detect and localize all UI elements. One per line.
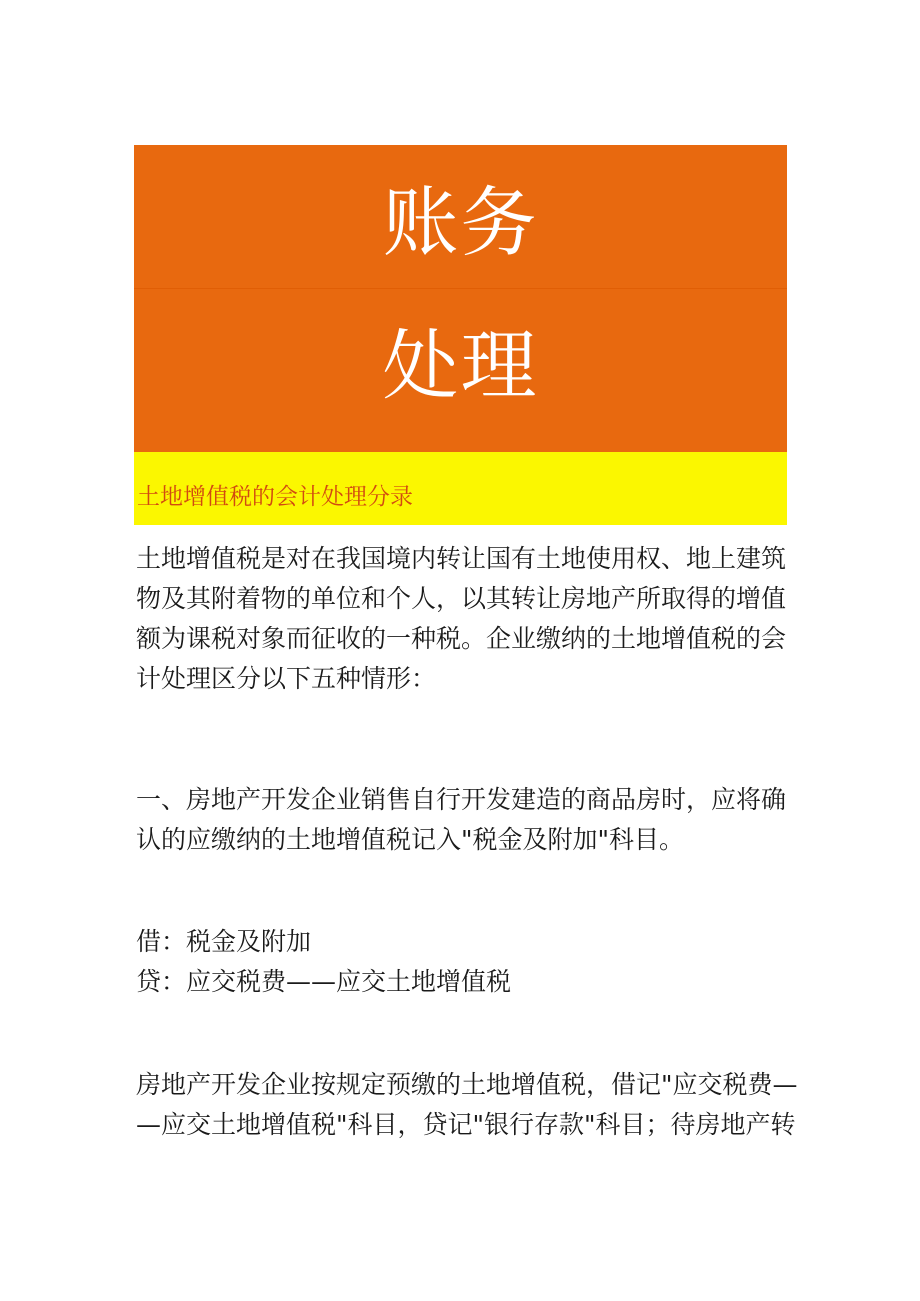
banner-title-line-1: 账务 xyxy=(382,178,539,267)
title-banner xyxy=(134,145,787,452)
subtitle-bar xyxy=(134,452,787,525)
prepay-paragraph xyxy=(136,1065,796,1145)
paragraph-line: 额为课税对象而征收的一种税。企业缴纳的土地增值税的会 xyxy=(136,624,787,653)
paragraph-line: 土地增值税是对在我国境内转让国有土地使用权、地上建筑 xyxy=(136,544,787,573)
paragraph-line: 认的应缴纳的土地增值税记入"税金及附加"科目。 xyxy=(136,825,684,854)
subtitle: 土地增值税的会计处理分录 xyxy=(137,484,413,510)
paragraph-line: —应交土地增值税"科目，贷记"银行存款"科目；待房地产转 xyxy=(136,1110,796,1139)
paragraph-line: 一、房地产开发企业销售自行开发建造的商品房时，应将确 xyxy=(136,785,787,814)
paragraph-line: 物及其附着物的单位和个人，以其转让房地产所取得的增值 xyxy=(136,584,787,613)
paragraph-line: 房地产开发企业按规定预缴的土地增值税，借记"应交税费— xyxy=(136,1070,798,1099)
journal-entry xyxy=(136,922,796,1002)
paragraph-line: 计处理区分以下五种情形： xyxy=(136,664,437,693)
debit-line: 借：税金及附加 xyxy=(136,927,312,956)
intro-paragraph xyxy=(136,539,796,699)
credit-line: 贷：应交税费——应交土地增值税 xyxy=(136,967,512,996)
case-one-paragraph xyxy=(136,780,796,860)
banner-title-line-2: 处理 xyxy=(382,321,539,410)
